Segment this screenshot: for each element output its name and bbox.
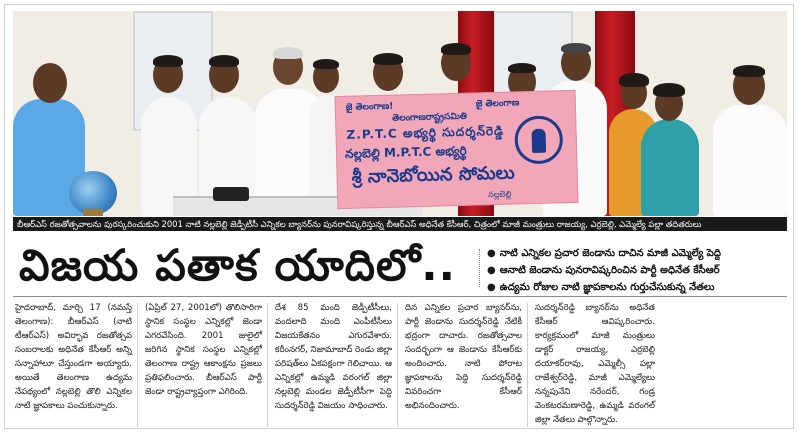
article-column-4: దిన ఎన్నికల ప్రచార బ్యానర్‌ను, పార్టీ జెండాను సుదర్శన్‌రెడ్డి నేటికీ భద్రంగా దాచారు. రజతోత్సవాల సందర్భంగా ఆ జెండాను కేసీఆర్‌కు అందించారు. నాటి పోరాట జ్ఞాపకాలను పెద్ది సుదర్శన్‌రెడ్డి వివరించగా కేసీఆర్ అభినందించారు. xyxy=(405,303,522,411)
bullet-icon: ● xyxy=(487,282,496,293)
highlight-item: ● ఆనాటి జెండాను పునరావిష్కరించిన పార్టీ అధినేత కేసీఆర్ xyxy=(487,265,720,276)
photo-globe-stand xyxy=(83,209,103,216)
column-separator xyxy=(397,303,398,427)
banner-party-logo-icon xyxy=(514,115,563,164)
photo-telephone xyxy=(213,187,249,201)
newspaper-clipping xyxy=(4,4,794,429)
article-column-1: హైదరాబాద్, మార్చి 17 (నమస్తే తెలంగాణ): బీఆర్ఎస్ (నాటి టీఆర్ఎస్) అవిర్భావ రజతోత్సవ సంబరాలకు అధినేత కేసీఆర్ అన్ని సన్నాహాలూ చేస్తుండగా అయ్యారు. అయితే తెలంగాణ ఉద్యమ నేపథ్యంలో నల్లబెల్లి తొలి ఎన్నికల నాటి జ్ఞాపకాలు పంచుకున్నారు. xyxy=(15,303,132,411)
banner-zptc-line: Z.P.T.C అభ్యర్థి సుదర్శన్‌రెడ్డి xyxy=(346,123,505,142)
article-column-3: దేశ 85 మంది జెడ్పీటీసీలు, వందలాది మంది ఎంపీటీసీలు విజయకేతనం ఎగురవేశారు. కరీంనగర్, నిజామాబాద్ రెండు జిల్లా పరిషత్‌లు ఏకపక్షంగా గెలిచాయి. ఆ ఎన్నికల్లో ఉమ్మడి వరంగల్ జిల్లా నల్లబెల్లి మండల జెడ్పీటీసీగా పెద్ది సుదర్శన్‌రెడ్డి విజయం సాధించారు. xyxy=(275,303,392,411)
banner-party-name: తెలంగాణరాష్ట్రసమితి xyxy=(392,111,468,124)
campaign-banner xyxy=(335,90,579,209)
headline: విజయ పతాక యాదిలో.. xyxy=(19,241,456,291)
banner-slogan-right: జై తెలంగాణ xyxy=(475,98,520,110)
highlights-list xyxy=(487,245,791,296)
highlight-item: ● ఉద్యమ రోజుల నాటి జ్ఞాపకాలను గుర్తుచేసుకున్న నేతలు xyxy=(487,282,715,293)
banner-candidate-name: శ్రీ నానెబోయిన సోమలు xyxy=(351,162,515,188)
highlight-item: ● నాటి ఎన్నికల ప్రచార జెండాను దాచిన మాజీ ఎమ్మెల్యే పెద్ది xyxy=(487,248,721,259)
bullet-icon: ● xyxy=(487,265,496,276)
banner-mptc-line: నల్లబెల్లి M.P.T.C అభ్యర్థి xyxy=(344,143,467,161)
bullet-icon: ● xyxy=(487,248,496,259)
banner-place: నల్లబెల్లి xyxy=(488,189,512,200)
article-column-2: (ఏప్రిల్ 27, 2001లో) తొలిసారిగా స్థానిక సంస్థల ఎన్నికల్లో జెండా ఎగరవేసింది. 2001 జులైలో జరిగిన స్థానిక సంస్థల ఎన్నికల్లో తెలంగాణ రాష్ట్ర ఆకాంక్షను ప్రజలు ప్రతిఫలించారు. బీఆర్ఎస్ పార్టీ జెండా రాష్ట్రవ్యాప్తంగా ఎగిరింది. xyxy=(145,303,262,397)
column-separator xyxy=(137,303,138,427)
column-separator xyxy=(267,303,268,427)
news-photo xyxy=(13,11,787,216)
headline-divider xyxy=(479,249,481,287)
section-rule xyxy=(13,296,787,297)
article-column-5: సుదర్శన్‌రెడ్డి బ్యానర్‌ను అధినేత కేసీఆర్ ఆవిష్కరించారు. కార్యక్రమంలో మాజీ మంత్రులు డాక్టర్ రాజయ్య, ఎర్రబెల్లి దయాకర్‌రావు, ఎమ్మెల్సీ పల్లా రాజేశ్వర్‌రెడ్డి, మాజీ ఎమ్మెల్యేలు నన్నపునేని నరేందర్, గండ్ర వెంకటరమణారెడ్డి, ఉమ్మడి వరంగల్ జిల్లా నేతలు పాల్గొన్నారు. xyxy=(535,303,655,425)
banner-slogan-left: జై తెలంగాణ! xyxy=(345,101,394,113)
column-separator xyxy=(527,303,528,427)
photo-caption: బీఆర్ఎస్ రజతోత్సవాలను పురస్కరించుకుని 2001 నాటి నల్లబెల్లి జెడ్పీటీసీ ఎన్నికల బ్యానర్‌ను పునరావిష్కరిస్తున్న బీఆర్ఎస్ అధినేత కేసీఆర్, చిత్రంలో మాజీ మంత్రులు రాజయ్య, ఎర్రబెల్లి, ఎమ్మెల్యే పల్లా తదితరులు xyxy=(13,217,787,231)
